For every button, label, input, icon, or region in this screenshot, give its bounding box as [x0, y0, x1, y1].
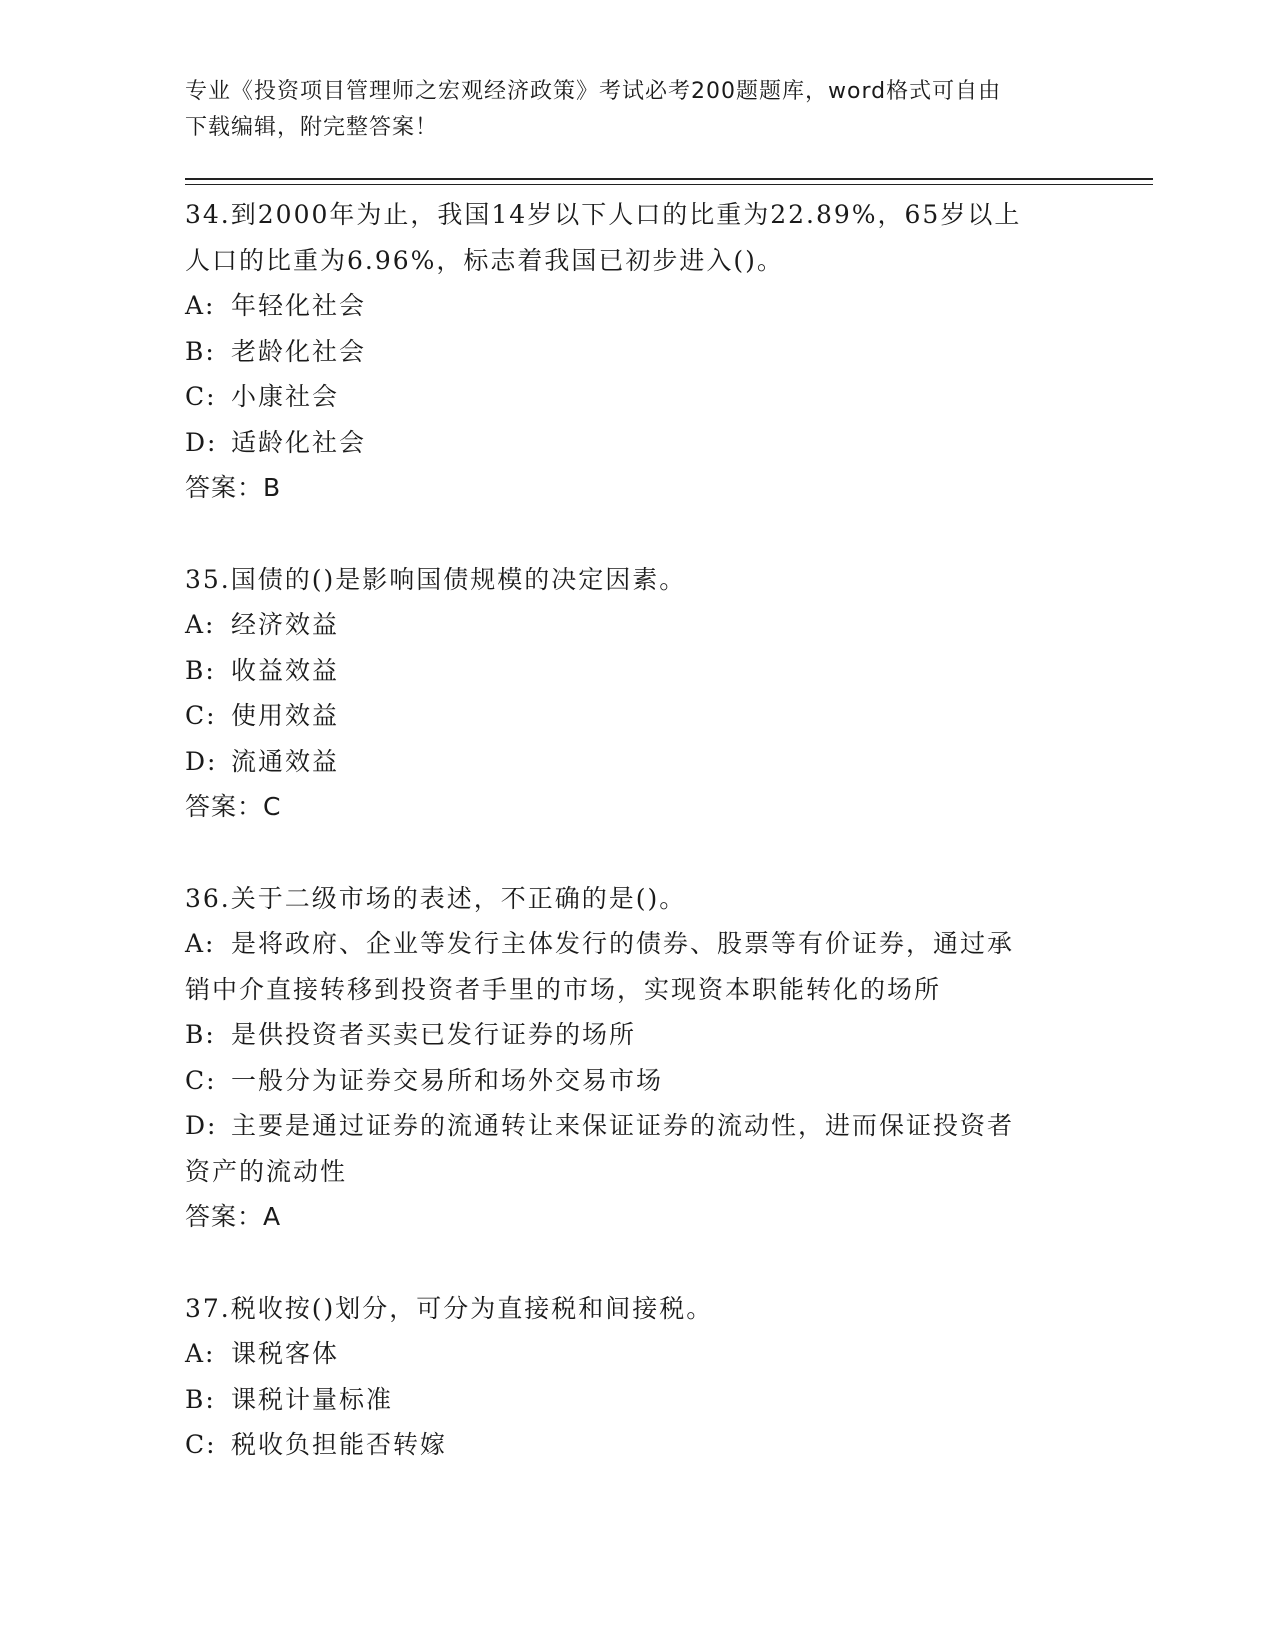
option-text: 是将政府、企业等发行主体发行的债券、股票等有价证券，通过承: [231, 929, 1015, 958]
option-letter: D:: [185, 1111, 218, 1140]
option-letter: A:: [185, 610, 216, 639]
question-stem-line: 34.到2000年为止，我国14岁以下人口的比重为22.89%，65岁以上: [185, 200, 1022, 229]
answer-option: [185, 329, 1085, 375]
header-divider-thick: [185, 178, 1153, 180]
question-item: [185, 192, 1085, 511]
header-line-2: 下载编辑，附完整答案！: [185, 115, 439, 140]
document-header: [185, 74, 1065, 146]
option-letter: B:: [185, 336, 216, 366]
header-divider-thin: [185, 184, 1153, 185]
option-letter: D:: [185, 427, 218, 457]
option-text: 使用效益: [231, 701, 340, 730]
option-text: 课税客体: [231, 1339, 340, 1368]
option-text: 是供投资者买卖已发行证券的场所: [231, 1020, 637, 1049]
answer-option: [185, 739, 1085, 785]
option-text: 收益效益: [231, 655, 340, 685]
answer-option: [185, 967, 1085, 1013]
answer-key: 答案：A: [185, 1202, 282, 1231]
answer-option: [185, 1058, 1085, 1104]
question-list: [185, 192, 1085, 1514]
option-text: 主要是通过证券的流通转让来保证证券的流动性，进而保证投资者: [231, 1111, 1015, 1140]
option-letter: B:: [185, 1384, 216, 1414]
option-letter: B:: [185, 655, 216, 685]
option-text: 小康社会: [231, 382, 340, 411]
question-item: [185, 1286, 1085, 1468]
question-stem-line: 36.关于二级市场的表述，不正确的是()。: [185, 883, 687, 913]
option-letter: D:: [185, 746, 218, 776]
option-letter: A:: [185, 929, 216, 958]
answer-key: 答案：C: [185, 792, 282, 821]
option-letter: C:: [185, 382, 217, 411]
answer-option: [185, 1331, 1085, 1377]
header-line-1: 专业《投资项目管理师之宏观经济政策》考试必考200题题库，word格式可自由: [185, 79, 1002, 104]
answer-option: [185, 602, 1085, 648]
option-text: 适龄化社会: [231, 427, 367, 457]
option-text: 销中介直接转移到投资者手里的市场，实现资本职能转化的场所: [185, 974, 942, 1004]
option-letter: A:: [185, 291, 216, 320]
question-item: [185, 876, 1085, 1240]
question-stem-line: 人口的比重为6.96%，标志着我国已初步进入()。: [185, 245, 784, 275]
answer-option: [185, 420, 1085, 466]
option-text: 课税计量标准: [231, 1384, 394, 1414]
answer-option: [185, 921, 1085, 967]
answer-option: [185, 283, 1085, 329]
answer-option: [185, 1422, 1085, 1468]
option-letter: C:: [185, 1430, 217, 1459]
answer-option: [185, 374, 1085, 420]
option-letter: C:: [185, 701, 217, 730]
answer-option: [185, 648, 1085, 694]
answer-option: [185, 1377, 1085, 1423]
option-letter: B:: [185, 1020, 216, 1049]
answer-option: [185, 1103, 1085, 1149]
answer-option: [185, 1012, 1085, 1058]
answer-key: 答案：B: [185, 473, 282, 502]
question-item: [185, 557, 1085, 830]
option-text: 流通效益: [231, 746, 340, 776]
question-stem-line: 37.税收按()划分，可分为直接税和间接税。: [185, 1293, 714, 1323]
answer-option: [185, 693, 1085, 739]
option-text: 年轻化社会: [231, 291, 367, 320]
option-text: 税收负担能否转嫁: [231, 1430, 448, 1459]
option-text: 经济效益: [231, 610, 340, 639]
option-letter: A:: [185, 1339, 216, 1368]
option-letter: C:: [185, 1065, 217, 1095]
question-stem-line: 35.国债的()是影响国债规模的决定因素。: [185, 564, 687, 594]
option-text: 资产的流动性: [185, 1156, 348, 1186]
answer-option: [185, 1149, 1085, 1195]
option-text: 老龄化社会: [231, 336, 367, 366]
option-text: 一般分为证券交易所和场外交易市场: [231, 1065, 664, 1095]
